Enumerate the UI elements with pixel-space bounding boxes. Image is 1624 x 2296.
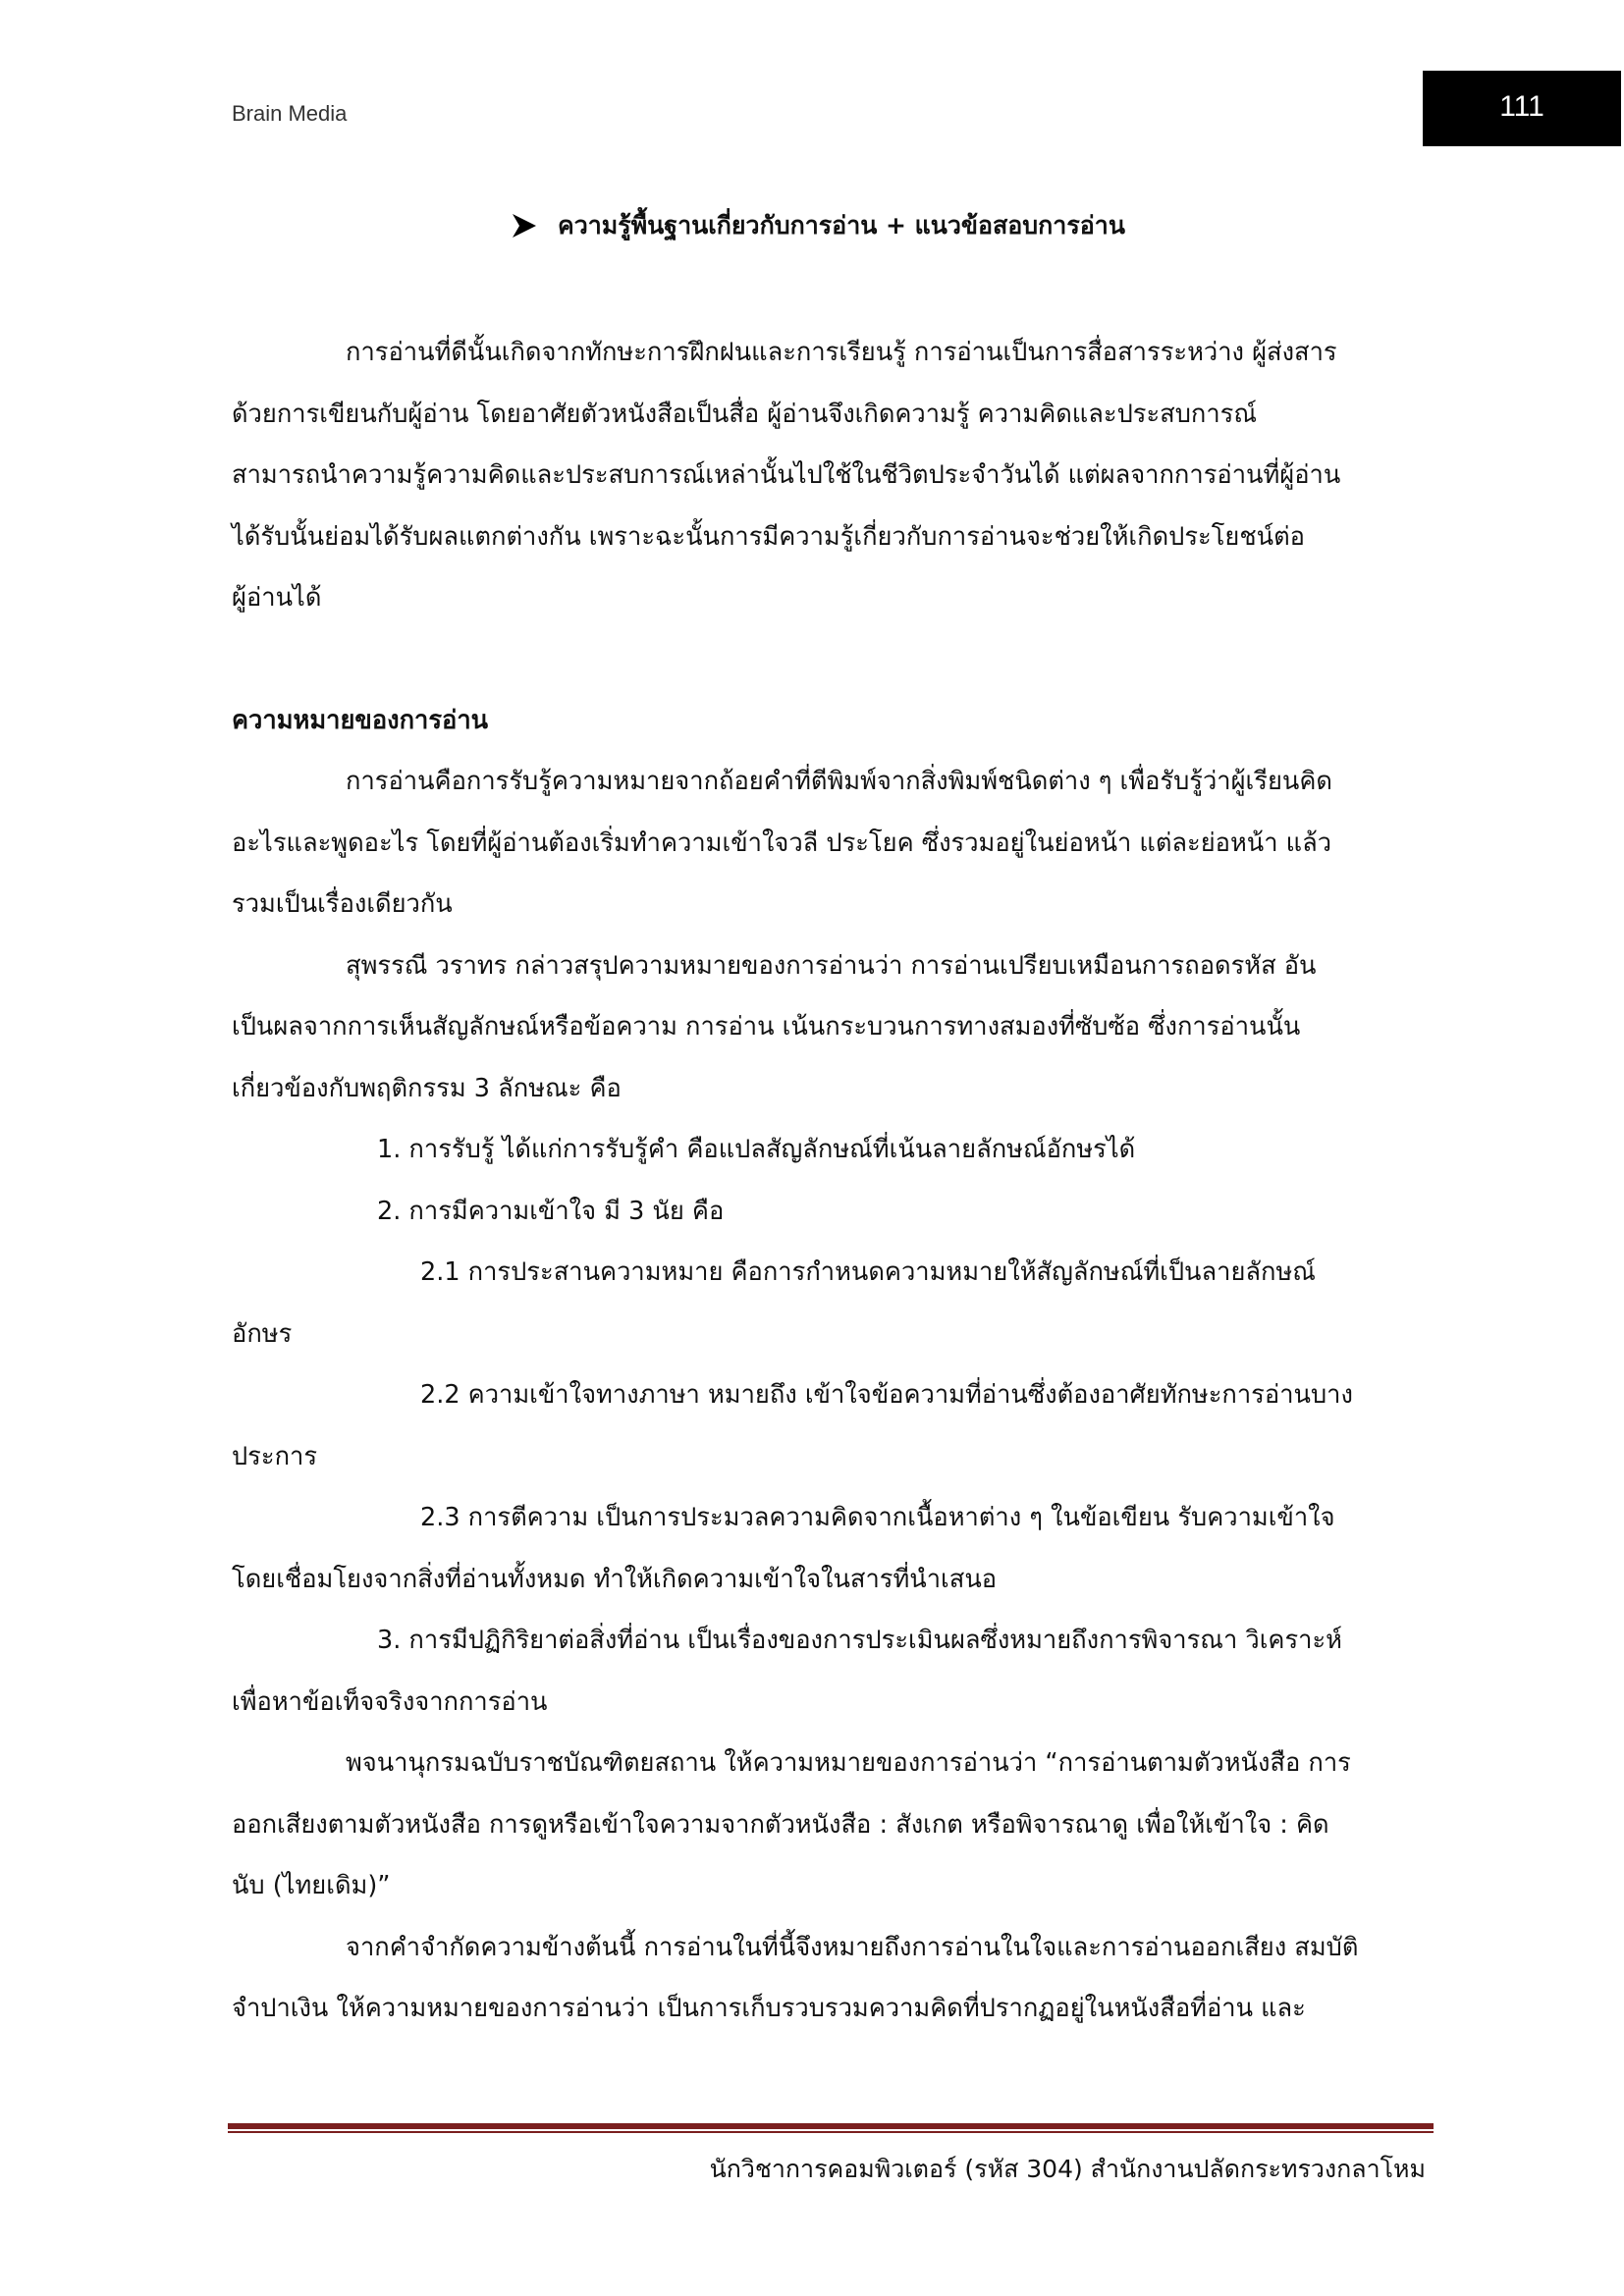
- sub-list-item: 2.2 ความเข้าใจทางภาษา หมายถึง เข้าใจข้อความที่อ่านซึ่งต้องอาศัยทักษะการอ่านบาง: [420, 1380, 1353, 1410]
- header-brand: Brain Media: [232, 101, 348, 126]
- list-item: 2. การมีความเข้าใจ มี 3 นัย คือ: [377, 1197, 725, 1226]
- section-title: [511, 206, 1394, 245]
- body-line: การอ่านคือการรับรู้ความหมายจากถ้อยคำที่ตีพิมพ์จากสิ่งพิมพ์ชนิดต่าง ๆ เพื่อรับรู้ว่าผู้เรียนคิด: [346, 767, 1332, 796]
- body-line: จากคำจำกัดความข้างต้นนี้ การอ่านในที่นี้จึงหมายถึงการอ่านในใจและการอ่านออกเสียง สมบัติ: [346, 1933, 1359, 1962]
- footer-divider: [228, 2123, 1434, 2129]
- body-line: อักษร: [232, 1319, 293, 1349]
- body-line: เกี่ยวข้องกับพฤติกรรม 3 ลักษณะ คือ: [232, 1074, 622, 1103]
- body-line: โดยเชื่อมโยงจากสิ่งที่อ่านทั้งหมด ทำให้เกิดความเข้าใจในสารที่นำเสนอ: [232, 1565, 998, 1594]
- section-title-text: ความรู้พื้นฐานเกี่ยวกับการอ่าน + แนวข้อสอบการอ่าน: [558, 211, 1125, 240]
- intro-line: ด้วยการเขียนกับผู้อ่าน โดยอาศัยตัวหนังสือเป็นสื่อ ผู้อ่านจึงเกิดความรู้ ความคิดและประสบการณ์: [232, 400, 1258, 429]
- body-line: เป็นผลจากการเห็นสัญลักษณ์หรือข้อความ การอ่าน เน้นกระบวนการทางสมองที่ซับซ้อ ซึ่งการอ่านนั้น: [232, 1012, 1301, 1041]
- body-line: ประการ: [232, 1442, 318, 1471]
- subheading: ความหมายของการอ่าน: [232, 706, 489, 735]
- body-line: อะไรและพูดอะไร โดยที่ผู้อ่านต้องเริ่มทำความเข้าใจวลี ประโยค ซึ่งรวมอยู่ในย่อหน้า แต่ละย่อหน้า แล้ว: [232, 828, 1332, 858]
- list-item: 1. การรับรู้ ได้แก่การรับรู้คำ คือแปลสัญลักษณ์ที่เน้นลายลักษณ์อักษรได้: [377, 1135, 1136, 1164]
- body-line: รวมเป็นเรื่องเดียวกัน: [232, 889, 453, 919]
- list-item: 3. การมีปฏิกิริยาต่อสิ่งที่อ่าน เป็นเรื่องของการประเมินผลซึ่งหมายถึงการพิจารณา วิเคราะห์: [377, 1626, 1342, 1655]
- intro-line: ผู้อ่านได้: [232, 583, 322, 613]
- footer-divider-thin: [228, 2131, 1434, 2133]
- sub-list-item: 2.1 การประสานความหมาย คือการกำหนดความหมายให้สัญลักษณ์ที่เป็นลายลักษณ์: [420, 1257, 1316, 1287]
- sub-list-item: 2.3 การตีความ เป็นการประมวลความคิดจากเนื้อหาต่าง ๆ ในข้อเขียน รับความเข้าใจ: [420, 1503, 1335, 1532]
- arrow-bullet-icon: [511, 212, 538, 240]
- body-line: สุพรรณี วราทร กล่าวสรุปความหมายของการอ่านว่า การอ่านเปรียบเหมือนการถอดรหัส อัน: [346, 951, 1317, 981]
- body-line: นับ (ไทยเดิม)”: [232, 1871, 391, 1900]
- footer-text: นักวิชาการคอมพิวเตอร์ (รหัส 304) สำนักงานปลัดกระทรวงกลาโหม: [709, 2155, 1426, 2183]
- body-line: เพื่อหาข้อเท็จจริงจากการอ่าน: [232, 1687, 548, 1717]
- body-line: จำปาเงิน ให้ความหมายของการอ่านว่า เป็นการเก็บรวบรวมความคิดที่ปรากฏอยู่ในหนังสือที่อ่าน และ: [232, 1994, 1306, 2023]
- intro-line: ได้รับนั้นย่อมได้รับผลแตกต่างกัน เพราะฉะนั้นการมีความรู้เกี่ยวกับการอ่านจะช่วยให้เกิดประโยชน์ต่อ: [232, 522, 1305, 552]
- body-line: ออกเสียงตามตัวหนังสือ การดูหรือเข้าใจความจากตัวหนังสือ : สังเกต หรือพิจารณาดู เพื่อให้เข้าใจ : คิด: [232, 1810, 1329, 1840]
- intro-line: สามารถนำความรู้ความคิดและประสบการณ์เหล่านั้นไปใช้ในชีวิตประจำวันได้ แต่ผลจากการอ่านที่ผู้อ่าน: [232, 460, 1341, 490]
- body-line: พจนานุกรมฉบับราชบัณฑิตยสถาน ให้ความหมายของการอ่านว่า “การอ่านตามตัวหนังสือ การ: [346, 1748, 1351, 1778]
- page-number: 111: [1423, 71, 1621, 146]
- intro-line: การอ่านที่ดีนั้นเกิดจากทักษะการฝึกฝนและการเรียนรู้ การอ่านเป็นการสื่อสารระหว่าง ผู้ส่งสาร: [346, 338, 1337, 367]
